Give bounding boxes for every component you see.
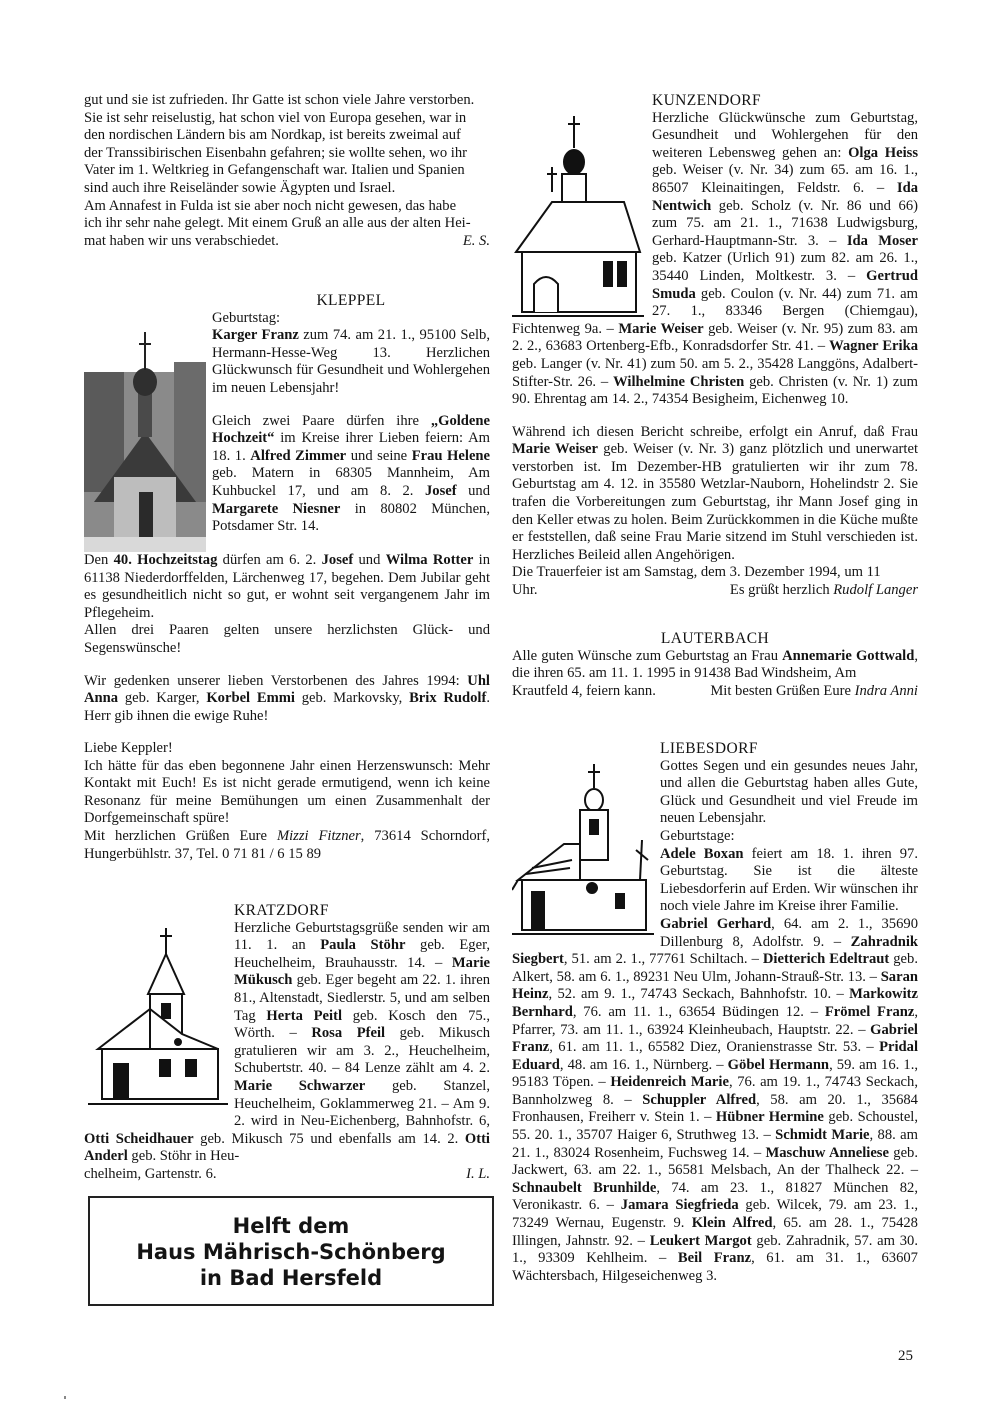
- intro-line: Vater im 1. Weltkrieg in Gefangenschaft war. Italien und Spanien: [84, 162, 465, 179]
- page-number: 25: [898, 1348, 913, 1364]
- letter-closing: Mit herzlichen Grüßen Eure Mizzi Fitzner, 73614 Schorndorf, Hungerbühlstr. 37, Tel. 0 71 81 / 6 15 89: [84, 827, 490, 862]
- kratzdorf-text: Herzliche Geburtstagsgrüße senden wir am 11. 1. an Paula Stöhr geb. Eger, Heuchelheim, Brauhausstr. 14. – Marie Mükusch geb. Eger begeht am 22. 1. ihren 81., Altenstadt, Siedlerstr. 5, und am selben Tag Herta Peitl geb. Kosch den 75., Wörth. – Rosa Pfeil geb. Mikusch gratulieren wir am 3. 2., Heuchelheim, Schubertstr. 40. – 84 Lenze zählt am 4. 2. Marie Schwarzer geb. Stanzel, Heuchelheim, Goklammerweg 21. – Am 9. 2. wird in Neu-Eichenberg, Bahnhofstr. 6, Otti Scheidhauer geb. Mikusch 75 und ebenfalls am 14. 2. Otti Anderl geb. Stöhr in Heu-: [84, 919, 490, 1165]
- liebesdorf-church-drawing: [512, 760, 654, 940]
- section-liebesdorf: [512, 740, 918, 1285]
- intro-line: der Transsibirischen Eisenbahn gefahren; sie wollte sehen, wo ihr: [84, 144, 468, 161]
- letter-salutation: Liebe Keppler!: [84, 740, 173, 756]
- notice-box: [88, 1196, 494, 1306]
- kratzdorf-heading: KRATZDORF: [234, 902, 329, 919]
- section-kratzdorf: [84, 902, 490, 1184]
- notice-line-1: Helft dem: [232, 1214, 350, 1238]
- scan-speck: [64, 1396, 66, 1399]
- lauterbach-greeting: Krautfeld 4, feiern kann. Mit besten Grüßen Eure Indra Anni: [512, 682, 918, 699]
- notice-line-3: in Bad Hersfeld: [199, 1266, 383, 1290]
- kleppel-golden-wedding: Gleich zwei Paare dürfen ihre „Goldene Hochzeit“ im Kreise ihrer Lieben feiern: Am 18. 1. Alfred Zimmer und seine Frau Helene geb. Matern in 68305 Mannheim, Am Kuhbuckel 17, und am 8. 2. Josef und Margarete Niesner in 80802 München, Potsdamer Str. 14.: [212, 412, 491, 535]
- letter: [84, 740, 490, 863]
- intro-line: Sie ist sehr reiselustig, hat schon viel von Europa gesehen, war in: [84, 109, 467, 126]
- liebesdorf-oldest: Adele Boxan feiert am 18. 1. ihren 97. Geburtstag. Sie ist die älteste Liebesdorferin auf Erden. Wir wünschen ihr noch viele Jahre im Kreise ihrer Familie.: [660, 845, 919, 915]
- liebesdorf-birthday-label: Geburtstage:: [660, 827, 735, 844]
- notice-line-2: Haus Mährisch-Schönberg: [136, 1240, 446, 1264]
- kunzendorf-heading: KUNZENDORF: [652, 92, 762, 109]
- kleppel-blessing: Allen drei Paaren gelten unsere herzlichsten Glück- und Segenswünsche!: [84, 622, 490, 656]
- liebesdorf-heading: LIEBESDORF: [660, 740, 758, 757]
- lauterbach-text: Alle guten Wünsche zum Geburtstag an Frau Annemarie Gottwald, die ihren 65. am 11. 1. 1995 in 91438 Bad Windsheim, Am: [512, 647, 918, 682]
- intro-text: mat haben wir uns verabschiedet.: [84, 232, 279, 249]
- kratzdorf-last-line: chelheim, Gartenstr. 6. I. L.: [84, 1165, 490, 1182]
- liebesdorf-greeting: Gottes Segen und ein gesundes neues Jahr, und allen die Geburtstag haben alles Gute, Glück und Gesundheit und viel Freude im neuen Lebensjahr.: [660, 757, 918, 827]
- kunzendorf-church-drawing: [512, 112, 644, 320]
- intro-signature: E. S.: [462, 232, 490, 249]
- kleppel-birthday-label: Geburtstag:: [212, 309, 281, 326]
- kunzendorf-funeral: Die Trauerfeier ist am Samstag, dem 3. Dezember 1994, um 11: [512, 564, 881, 581]
- intro-line: ich ihr sehr nahe gelegt. Mit einem Gruß an alle aus der alten Hei-: [84, 215, 471, 232]
- intro-line: gut und sie ist zufrieden. Ihr Gatte ist schon viele Jahre verstorben.: [84, 92, 475, 108]
- intro-line: Am Annafest in Fulda ist sie aber noch nicht gewesen, das habe: [84, 197, 457, 214]
- intro-line: den nordischen Ländern bis am Nordkap, ist bereits zweimal auf: [84, 127, 461, 144]
- kleppel-obituary: Wir gedenken unserer lieben Verstorbenen des Jahres 1994: Uhl Anna geb. Karger, Korbel Emmi geb. Markovsky, Brix Rudolf. Herr gib ihnen die ewige Ruhe!: [84, 672, 491, 724]
- kunzendorf-greeting: Uhr. Es grüßt herzlich Rudolf Langer: [512, 582, 918, 599]
- kunzendorf-obituary: Während ich diesen Bericht schreibe, erfolgt ein Anruf, daß Frau Marie Weiser geb. Weiser (v. Nr. 3) ganz plötzlich und unerwartet verstorben ist. Im Dezember-HB gratulierten wir ihr zum 78. Geburtstag am 4. 12. in 35580 Wetzlar-Nauborn, Hohelindstr 2. Sie trafen die Vorbereitungen zum Geburtstag, ihr Mann Josef ging in den Keller etwas zu holen. Beim Zurückkommen in die Küche mußte er feststellen, daß seine Frau Marie sitzend im Stuhl verschieden ist. Herzliches Beileid allen Angehörigen.: [512, 423, 919, 563]
- intro-line: sind auch ihre Reiseländer sowie Ägypten und Israel.: [84, 179, 396, 196]
- liebesdorf-birthdays: Gabriel Gerhard, 64. am 2. 1., 35690 Dillenburg 8, Adolfstr. 9. – Zahradnik Siegbert, 51. am 2. 1., 77761 Schiltach. – Dietterich Edeltraut geb. Alkert, 58. am 6. 1., 89231 Neu Ulm, Johann-Strauß-Str. 13. – Saran Heinz, 52. am 9. 1., 74743 Seckach, Bahnhofstr. 10. – Markowitz Bernhard, 76. am 11. 1., 63654 Büdingen 12. – Frömel Franz, Pfarrer, 73. am 11. 1., 63924 Kleinheubach, Hauptstr. 22. – Gabriel Franz, 61. am 11. 1., 65582 Diez, Oranienstrasse Str. 53. – Pridal Eduard, 48. am 16. 1., Nürnberg. – Göbel Hermann, 59. am 16. 1., 95183 Töpen. – Heidenreich Marie, 76. am 19. 1., 74743 Seckach, Bannholzweg 8. – Schuppler Alfred, 58. am 20. 1., 35684 Fronhausen, Freiherr v. Stein 1. – Hübner Hermine geb. Schoustel, 55. 20. 1., 35707 Haiger 6, Struthweg 13. – Schmidt Marie, 88. am 21. 1., 83024 Rosenheim, Fuchsweg 14. – Maschuw Anneliese geb. Jackwert, 63. am 22. 1., 56581 Melsbach, An der Thalheck 22. – Schnaubelt Brunhilde, 74. am 23. 1., 81827 München 82, Veronikastr. 6. – Jamara Siegfrieda geb. Wilcek, 79. am 23. 1., 73249 Wernau, Eugenstr. 9. Klein Alfred, 65. am 28. 1., 75428 Illingen, Jahnstr. 92. – Leukert Margot geb. Zahradnik, 57. am 30. 1., 93309 Kehlheim. – Beil Franz, 61. am 31. 1., 63607 Wächtersbach, Hilgeseichenweg 3.: [512, 915, 918, 1284]
- kratzdorf-signature: I. L.: [466, 1165, 490, 1182]
- kleppel-40th-anniversary: Den 40. Hochzeitstag dürfen am 6. 2. Josef und Wilma Rotter in 61138 Niederdorffelden, Lärchenweg 17, begehen. Dem Jubilar geht es gesundheitlich nicht so gut, er wohnt seit vergangenem Jahr im Pflegeheim.: [84, 552, 491, 621]
- section-kunzendorf: [512, 92, 918, 600]
- section-lauterbach: [512, 630, 918, 700]
- kleppel-chapel-photo: [84, 312, 206, 552]
- lauterbach-heading: LAUTERBACH: [660, 630, 770, 647]
- kleppel-heading: KLEPPEL: [316, 292, 386, 309]
- kratzdorf-church-drawing: [88, 924, 228, 1114]
- intro-paragraph: [84, 92, 490, 250]
- kleppel-birthday-entry: Karger Franz zum 74. am 21. 1., 95100 Selb, Hermann-Hesse-Weg 13. Herzlichen Glückwunsch für Gesundheit und Wohlergehen im neuen Lebensjahr!: [212, 327, 491, 396]
- letter-body: Ich hätte für das eben begonnene Jahr einen Herzenswunsch: Mehr Kontakt mit Euch! Es ist nicht gerade ermutigend, wenn ich keine Resonanz für meine Bemühungen um einen Zusammenhalt der Dorfgemeinschaft spüre!: [84, 757, 490, 827]
- intro-last-line: [84, 233, 490, 251]
- kunzendorf-birthdays: Herzliche Glückwünsche zum Geburtstag, Gesundheit und Wohlergehen für den weiteren Lebensweg gehen an: Olga Heiss geb. Weiser (v. Nr. 34) zum 65. am 16. 1., 86507 Kleinaitingen, Feldstr. 6. – Ida Nentwich geb. Scholz (v. Nr. 86 und 66) zum 75. am 21. 1., 71638 Ludwigsburg, Gerhard-Hauptmann-Str. 3. – Ida Moser geb. Katzer (Urlich 91) zum 82. am 26. 1., 35440 Linden, Moltkestr. 3. – Gertrud Smuda geb. Coulon (v. Nr. 44) zum 71. am 27. 1., 83346 Bergen (Chiemgau), Fichtenweg 9a. – Marie Weiser geb. Weiser (v. Nr. 95) zum 83. am 2. 2., 63683 Ortenberg-Efb., Konradsdorfer Str. 41. – Wagner Erika geb. Langer (v. Nr. 41) zum 50. am 5. 2., 35428 Langgöns, Adalbert-Stifter-Str. 26. – Wilhelmine Christen geb. Christen (v. Nr. 1) zum 90. Ehrentag am 14. 2., 74354 Besigheim, Eichenweg 10.: [512, 109, 918, 408]
- section-kleppel: [84, 292, 490, 725]
